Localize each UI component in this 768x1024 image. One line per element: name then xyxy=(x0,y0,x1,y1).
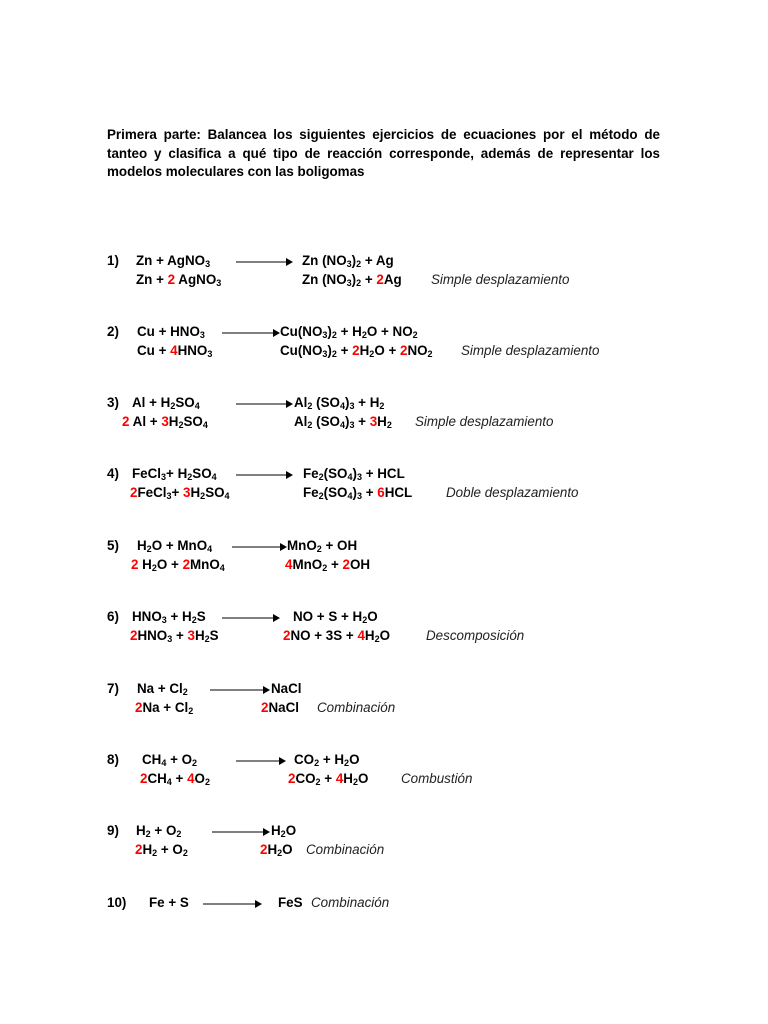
balanced-products xyxy=(280,342,433,360)
reactants xyxy=(132,608,206,626)
products xyxy=(280,323,418,341)
formula-text: + xyxy=(171,485,184,500)
subscript: 3 xyxy=(349,401,355,411)
formula-text: Fe xyxy=(303,466,319,481)
formula-text: HNO xyxy=(132,609,162,624)
instructions-paragraph: Primera parte: Balancea los siguientes ejercicios de ecuaciones por el método de tanteo y clasifica a qué tipo de reacción corresponde, además de representar los modelos moleculares con las boligomas xyxy=(107,127,660,179)
balanced-reactants xyxy=(135,699,193,717)
formula-text: + OH xyxy=(321,538,358,553)
products xyxy=(287,537,357,555)
reactants xyxy=(137,537,212,555)
coefficient: 6 xyxy=(377,485,385,500)
formula-text: ) xyxy=(352,485,357,500)
products xyxy=(278,894,303,912)
exercise-2-unbalanced xyxy=(0,323,768,341)
formula-text: O xyxy=(357,771,369,786)
balanced-reactants xyxy=(135,841,188,859)
reactants xyxy=(142,751,197,769)
exercise-3-balanced xyxy=(0,413,768,431)
exercise-4-unbalanced xyxy=(0,465,768,483)
subscript: 2 xyxy=(280,829,286,839)
formula-text: H xyxy=(190,485,201,500)
reaction-type: Simple desplazamiento xyxy=(431,272,570,287)
subscript: 2 xyxy=(314,758,320,768)
subscript: 2 xyxy=(170,401,176,411)
exercise-number: 1) xyxy=(107,253,119,268)
formula-text: Fe + S xyxy=(149,895,189,910)
formula-text: (SO xyxy=(312,414,340,429)
coefficient: 2 xyxy=(122,414,130,429)
balanced-reactants xyxy=(122,413,208,431)
formula-text: + O xyxy=(150,823,177,838)
reaction-arrow-icon xyxy=(210,685,270,695)
formula-text: + O xyxy=(166,752,193,767)
balanced-products xyxy=(288,770,368,788)
formula-text: Fe xyxy=(303,485,319,500)
formula-text: ) xyxy=(344,414,350,429)
subscript: 2 xyxy=(188,706,194,716)
formula-text: ) xyxy=(352,466,357,481)
formula-text: CH xyxy=(147,771,167,786)
subscript: 2 xyxy=(307,401,313,411)
products xyxy=(271,680,302,698)
formula-text: HCL xyxy=(384,485,413,500)
coefficient: 4 xyxy=(335,771,344,786)
formula-text: Na + Cl xyxy=(137,681,183,696)
formula-text: H xyxy=(377,414,387,429)
coefficient: 2 xyxy=(400,343,408,358)
formula-text: + xyxy=(320,771,336,786)
formula-text: + H xyxy=(166,466,188,481)
formula-text: SO xyxy=(205,485,225,500)
formula-text: Cu + xyxy=(137,343,171,358)
coefficient: 4 xyxy=(187,771,195,786)
formula-text: + H xyxy=(319,752,345,767)
coefficient: 2 xyxy=(283,628,291,643)
reactants xyxy=(137,680,188,698)
formula-text: Ag xyxy=(383,272,402,287)
reactants xyxy=(132,465,217,483)
subscript: 2 xyxy=(369,349,375,359)
subscript: 2 xyxy=(151,563,157,573)
exercise-number: 10) xyxy=(107,895,127,910)
coefficient: 2 xyxy=(288,771,296,786)
exercise-9-unbalanced xyxy=(0,822,768,840)
formula-text: Zn (NO xyxy=(302,253,347,268)
coefficient: 2 xyxy=(376,272,384,287)
subscript: 2 xyxy=(277,848,283,858)
formula-text: FeCl xyxy=(132,466,162,481)
reaction-arrow-icon xyxy=(222,328,280,338)
coefficient: 3 xyxy=(161,414,169,429)
formula-text: + xyxy=(171,771,188,786)
subscript: 2 xyxy=(178,420,184,430)
subscript: 2 xyxy=(182,848,188,858)
formula-text: + H xyxy=(336,324,362,339)
formula-text: H xyxy=(271,823,281,838)
coefficient: 2 xyxy=(130,485,138,500)
formula-text: O + MnO xyxy=(151,538,208,553)
exercise-number: 2) xyxy=(107,324,119,339)
formula-text: O + NO xyxy=(366,324,413,339)
formula-text: + O xyxy=(157,842,183,857)
exercise-4-balanced xyxy=(0,484,768,502)
subscript: 4 xyxy=(347,491,353,501)
formula-text: NO xyxy=(407,343,428,358)
formula-text: Cu(NO xyxy=(280,324,323,339)
subscript: 3 xyxy=(166,491,172,501)
exercise-8-unbalanced xyxy=(0,751,768,769)
formula-text: O xyxy=(367,609,378,624)
formula-text: S xyxy=(196,609,206,624)
exercise-7-unbalanced xyxy=(0,680,768,698)
balanced-products xyxy=(294,413,392,431)
subscript: 3 xyxy=(216,278,222,288)
formula-text: H xyxy=(343,771,353,786)
subscript: 3 xyxy=(346,278,352,288)
reaction-type: Simple desplazamiento xyxy=(415,414,554,429)
subscript: 2 xyxy=(204,634,210,644)
subscript: 2 xyxy=(331,349,337,359)
subscript: 2 xyxy=(315,777,321,787)
reactants xyxy=(136,252,210,270)
coefficient: 2 xyxy=(135,842,143,857)
balanced-reactants xyxy=(137,342,212,360)
reaction-type: Combinación xyxy=(306,842,385,857)
exercise-number: 8) xyxy=(107,752,119,767)
exercise-10-unbalanced xyxy=(0,894,768,912)
exercise-number: 5) xyxy=(107,538,119,553)
products xyxy=(303,465,405,483)
formula-text: CO xyxy=(294,752,315,767)
formula-text: + Ag xyxy=(361,253,394,268)
formula-text: + xyxy=(354,414,370,429)
products xyxy=(293,608,378,626)
subscript: 2 xyxy=(427,349,433,359)
reaction-arrow-icon xyxy=(203,899,262,909)
coefficient: 2 xyxy=(131,557,139,572)
exercise-number: 7) xyxy=(107,681,119,696)
coefficient: 3 xyxy=(183,485,191,500)
formula-text: H xyxy=(138,557,152,572)
balanced-products xyxy=(303,484,412,502)
formula-text: ) xyxy=(327,343,332,358)
balanced-products xyxy=(302,271,402,289)
products xyxy=(294,394,384,412)
coefficient: 2 xyxy=(352,343,360,358)
subscript: 2 xyxy=(200,491,206,501)
formula-text: CO xyxy=(295,771,316,786)
formula-text: HNO xyxy=(137,628,168,643)
coefficient: 2 xyxy=(260,842,268,857)
subscript: 3 xyxy=(205,259,211,269)
formula-text: H xyxy=(142,842,153,857)
subscript: 4 xyxy=(161,758,167,768)
balanced-products xyxy=(283,627,390,645)
subscript: 3 xyxy=(322,330,328,340)
exercise-6-balanced xyxy=(0,627,768,645)
subscript: 2 xyxy=(356,259,362,269)
subscript: 4 xyxy=(194,401,200,411)
formula-text: NaCl xyxy=(268,700,299,715)
exercise-7-balanced xyxy=(0,699,768,717)
subscript: 3 xyxy=(356,491,362,501)
coefficient: 2 xyxy=(140,771,148,786)
formula-text: + xyxy=(361,485,378,500)
formula-text: O xyxy=(194,771,205,786)
coefficient: 2 xyxy=(182,557,191,572)
subscript: 2 xyxy=(386,420,392,430)
subscript: 2 xyxy=(192,758,198,768)
exercise-number: 4) xyxy=(107,466,119,481)
reaction-type: Combinación xyxy=(311,895,390,910)
exercise-9-balanced xyxy=(0,841,768,859)
exercise-2-balanced xyxy=(0,342,768,360)
reaction-arrow-icon xyxy=(222,613,280,623)
formula-text: NO + S + H xyxy=(293,609,363,624)
exercise-1-unbalanced xyxy=(0,252,768,270)
formula-text: O xyxy=(349,752,360,767)
subscript: 4 xyxy=(224,491,230,501)
exercise-5-unbalanced xyxy=(0,537,768,555)
formula-text: H xyxy=(359,343,370,358)
subscript: 2 xyxy=(152,848,158,858)
coefficient: 2 xyxy=(167,272,176,287)
subscript: 3 xyxy=(356,472,362,482)
formula-text: Na + Cl xyxy=(142,700,189,715)
subscript: 2 xyxy=(352,777,358,787)
formula-text: Al xyxy=(294,414,308,429)
subscript: 3 xyxy=(161,472,167,482)
formula-text: H xyxy=(194,628,205,643)
formula-text: FeCl xyxy=(137,485,167,500)
formula-text: SO xyxy=(175,395,195,410)
subscript: 3 xyxy=(199,330,205,340)
balanced-reactants xyxy=(130,484,230,502)
reactants xyxy=(136,822,181,840)
balanced-reactants xyxy=(130,627,219,645)
subscript: 2 xyxy=(191,615,197,625)
formula-text: Zn + AgNO xyxy=(136,253,206,268)
reaction-type: Combinación xyxy=(317,700,396,715)
reactants xyxy=(137,323,205,341)
exercise-number: 9) xyxy=(107,823,119,838)
formula-text: (SO xyxy=(323,466,348,481)
reactants xyxy=(149,894,189,912)
products xyxy=(271,822,296,840)
formula-text: (SO xyxy=(312,395,340,410)
subscript: 2 xyxy=(204,777,210,787)
formula-text: Al + H xyxy=(132,395,171,410)
subscript: 2 xyxy=(307,420,313,430)
reaction-type: Doble desplazamiento xyxy=(446,485,579,500)
reaction-arrow-icon xyxy=(236,399,293,409)
balanced-reactants xyxy=(136,271,221,289)
reaction-arrow-icon xyxy=(236,470,293,480)
formula-text: NO + 3S + xyxy=(290,628,358,643)
formula-text: SO xyxy=(183,414,203,429)
formula-text: + H xyxy=(354,395,380,410)
reaction-arrow-icon xyxy=(212,827,270,837)
subscript: 2 xyxy=(176,829,182,839)
balanced-reactants xyxy=(140,770,210,788)
coefficient: 2 xyxy=(342,557,350,572)
formula-text: + xyxy=(327,557,343,572)
formula-text: SO xyxy=(192,466,212,481)
subscript: 2 xyxy=(344,758,350,768)
subscript: 3 xyxy=(167,634,173,644)
subscript: 3 xyxy=(161,615,167,625)
balanced-products xyxy=(285,556,370,574)
formula-text: CH xyxy=(142,752,162,767)
subscript: 2 xyxy=(187,472,193,482)
subscript: 3 xyxy=(207,349,213,359)
formula-text: ) xyxy=(351,253,357,268)
subscript: 2 xyxy=(379,401,385,411)
subscript: 2 xyxy=(182,687,188,697)
subscript: 4 xyxy=(207,544,213,554)
formula-text: H xyxy=(136,823,146,838)
formula-text: Al + xyxy=(129,414,162,429)
formula-text: + xyxy=(172,628,188,643)
subscript: 2 xyxy=(374,634,380,644)
coefficient: 4 xyxy=(357,628,365,643)
exercise-6-unbalanced xyxy=(0,608,768,626)
coefficient: 4 xyxy=(285,557,293,572)
formula-text: H xyxy=(364,628,375,643)
exercise-number: 3) xyxy=(107,395,119,410)
formula-text: FeS xyxy=(278,895,303,910)
formula-text: MnO xyxy=(292,557,323,572)
formula-text: ) xyxy=(327,324,332,339)
subscript: 2 xyxy=(146,544,152,554)
formula-text: Cu + HNO xyxy=(137,324,200,339)
subscript: 4 xyxy=(339,420,345,430)
products xyxy=(294,751,359,769)
formula-text: + H xyxy=(166,609,192,624)
reaction-type: Combustión xyxy=(401,771,473,786)
formula-text: H xyxy=(168,414,179,429)
formula-text: S xyxy=(209,628,219,643)
reaction-arrow-icon xyxy=(236,756,286,766)
subscript: 2 xyxy=(361,330,367,340)
exercise-number: 6) xyxy=(107,609,119,624)
formula-text: MnO xyxy=(190,557,220,572)
coefficient: 4 xyxy=(170,343,178,358)
coefficient: 3 xyxy=(369,414,378,429)
subscript: 2 xyxy=(318,491,324,501)
subscript: 4 xyxy=(202,420,208,430)
coefficient: 2 xyxy=(261,700,269,715)
formula-text: + HCL xyxy=(361,466,405,481)
formula-text: O xyxy=(285,823,297,838)
subscript: 4 xyxy=(166,777,172,787)
formula-text: O xyxy=(379,628,391,643)
reaction-arrow-icon xyxy=(236,257,293,267)
coefficient: 3 xyxy=(187,628,195,643)
formula-text: Al xyxy=(294,395,308,410)
subscript: 4 xyxy=(219,563,225,573)
exercise-3-unbalanced xyxy=(0,394,768,412)
balanced-products xyxy=(261,699,299,717)
exercise-5-balanced xyxy=(0,556,768,574)
formula-text: + xyxy=(336,343,353,358)
formula-text: OH xyxy=(349,557,371,572)
subscript: 2 xyxy=(412,330,418,340)
products xyxy=(302,252,394,270)
formula-text: H xyxy=(267,842,278,857)
formula-text: MnO xyxy=(287,538,317,553)
formula-text: O + xyxy=(156,557,183,572)
balanced-reactants xyxy=(131,556,225,574)
subscript: 2 xyxy=(362,615,368,625)
coefficient: 2 xyxy=(130,628,138,643)
formula-text: ) xyxy=(344,395,350,410)
formula-text: Cu(NO xyxy=(280,343,323,358)
formula-text: AgNO xyxy=(175,272,217,287)
subscript: 4 xyxy=(347,472,353,482)
reaction-type: Descomposición xyxy=(426,628,525,643)
subscript: 4 xyxy=(339,401,345,411)
subscript: 3 xyxy=(349,420,355,430)
reactants xyxy=(132,394,200,412)
formula-text: ) xyxy=(351,272,357,287)
formula-text: O + xyxy=(374,343,400,358)
subscript: 3 xyxy=(346,259,352,269)
subscript: 2 xyxy=(331,330,337,340)
formula-text: H xyxy=(137,538,147,553)
formula-text: NaCl xyxy=(271,681,302,696)
subscript: 2 xyxy=(322,563,328,573)
formula-text: (SO xyxy=(323,485,348,500)
reaction-arrow-icon xyxy=(232,542,287,552)
subscript: 2 xyxy=(145,829,151,839)
balanced-products xyxy=(260,841,293,859)
formula-text: Zn (NO xyxy=(302,272,347,287)
formula-text: HNO xyxy=(177,343,208,358)
subscript: 4 xyxy=(211,472,217,482)
exercise-1-balanced xyxy=(0,271,768,289)
exercise-8-balanced xyxy=(0,770,768,788)
formula-text: + xyxy=(361,272,377,287)
subscript: 3 xyxy=(322,349,328,359)
subscript: 2 xyxy=(356,278,362,288)
subscript: 2 xyxy=(318,472,324,482)
reaction-type: Simple desplazamiento xyxy=(461,343,600,358)
formula-text: O xyxy=(282,842,293,857)
coefficient: 2 xyxy=(135,700,143,715)
formula-text: Zn + xyxy=(136,272,168,287)
subscript: 2 xyxy=(316,544,322,554)
